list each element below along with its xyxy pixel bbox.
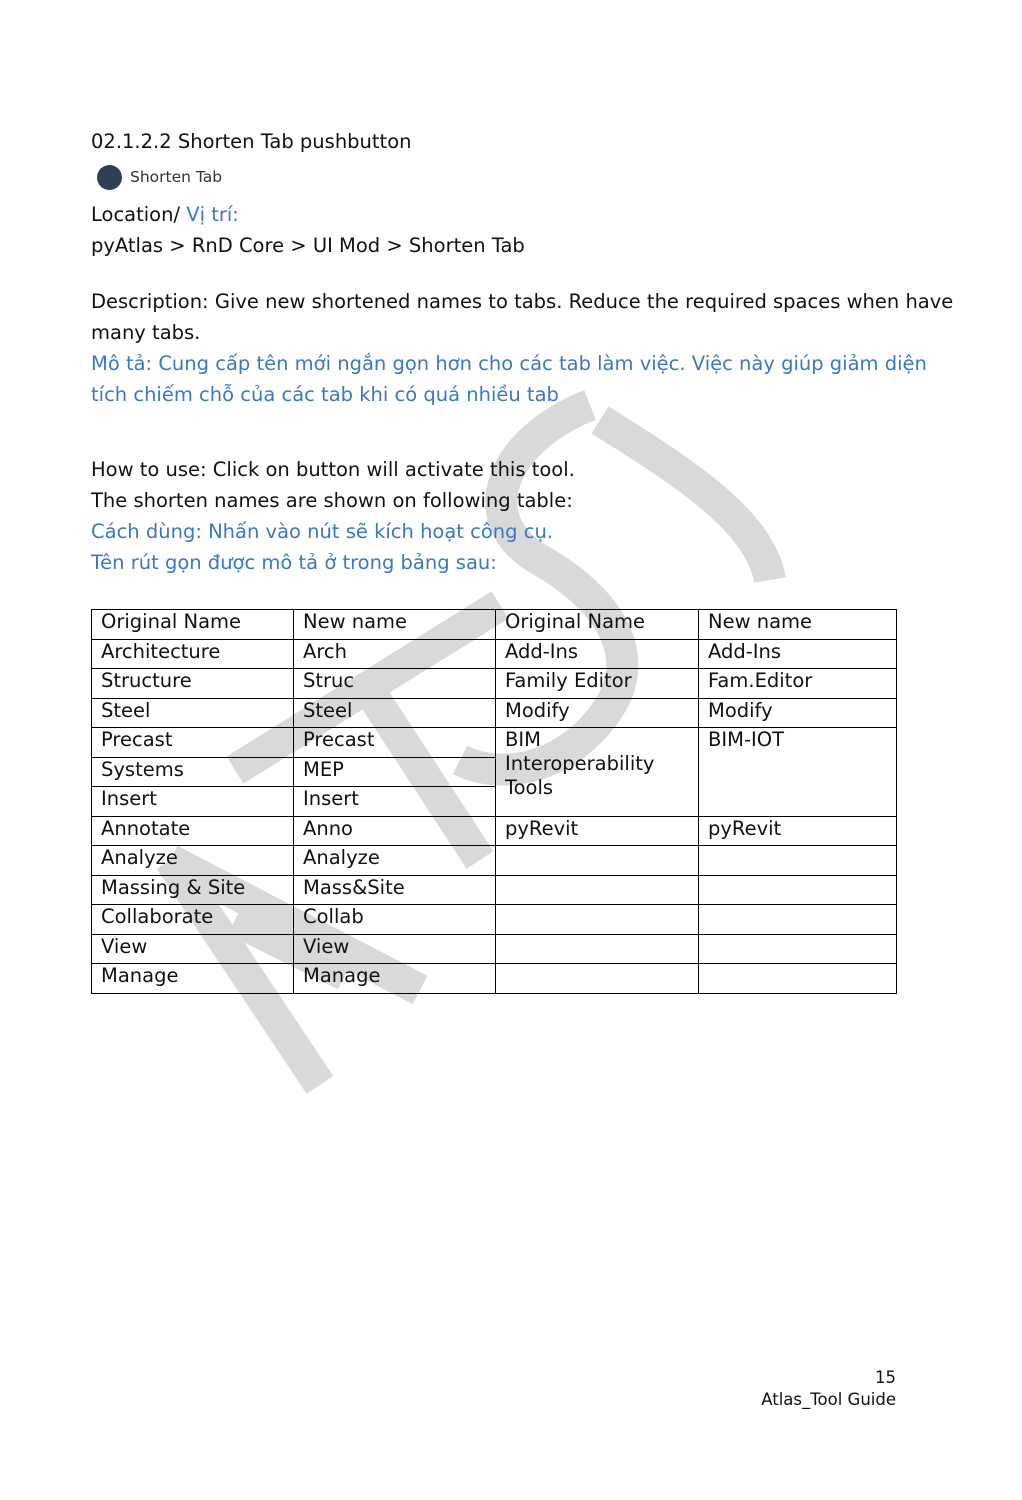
table-cell	[699, 905, 897, 935]
table-cell: Massing & Site	[92, 875, 294, 905]
table-cell: Struc	[294, 669, 496, 699]
description-vi-line2: tích chiếm chỗ của các tab khi có quá nhiều tab	[91, 383, 559, 406]
table-cell: Collaborate	[92, 905, 294, 935]
table-cell	[496, 846, 699, 876]
table-cell-merged: BIM-IOT	[699, 728, 897, 817]
description-en-line1: Description: Give new shortened names to tabs. Reduce the required spaces when have	[91, 290, 954, 313]
table-cell: Annotate	[92, 816, 294, 846]
table-cell: Arch	[294, 639, 496, 669]
table-cell	[496, 964, 699, 994]
usage-vi-line1: Cách dùng: Nhấn vào nút sẽ kích hoạt công cụ.	[91, 520, 554, 543]
location-label: Location/	[91, 203, 187, 226]
table-cell: Steel	[92, 698, 294, 728]
page-footer	[761, 1367, 896, 1411]
section-heading: 02.1.2.2 Shorten Tab pushbutton	[91, 130, 412, 153]
table-cell: View	[92, 934, 294, 964]
usage-en-line2: The shorten names are shown on following table:	[91, 489, 573, 512]
table-cell: Precast	[294, 728, 496, 758]
table-cell: Mass&Site	[294, 875, 496, 905]
table-cell: Architecture	[92, 639, 294, 669]
shorten-tab-button[interactable]	[97, 164, 222, 190]
tab-names-table	[91, 609, 897, 994]
table-cell-line: Tools	[505, 776, 554, 799]
table-row	[92, 875, 897, 905]
table-cell: Insert	[294, 787, 496, 817]
table-cell: Analyze	[92, 846, 294, 876]
table-row	[92, 964, 897, 994]
table-cell	[496, 875, 699, 905]
shorten-tab-button-label: Shorten Tab	[130, 168, 223, 186]
page-number: 15	[875, 1368, 896, 1387]
table-cell: Modify	[699, 698, 897, 728]
table-cell-line: Interoperability	[505, 752, 655, 775]
table-cell-merged	[496, 728, 699, 817]
table-cell	[496, 905, 699, 935]
table-cell: Add-Ins	[496, 639, 699, 669]
table-cell: Add-Ins	[699, 639, 897, 669]
description-en-line2: many tabs.	[91, 321, 201, 344]
table-cell: MEP	[294, 757, 496, 787]
table-row	[92, 698, 897, 728]
table-cell: Precast	[92, 728, 294, 758]
table-cell	[699, 846, 897, 876]
table-row	[92, 905, 897, 935]
table-cell: Modify	[496, 698, 699, 728]
table-cell: Collab	[294, 905, 496, 935]
table-header-cell: New name	[699, 610, 897, 640]
table-cell: Fam.Editor	[699, 669, 897, 699]
table-cell-line: BIM	[505, 728, 541, 751]
table-cell: Manage	[92, 964, 294, 994]
description-vi-line1: Mô tả: Cung cấp tên mới ngắn gọn hơn cho các tab làm việc. Việc này giúp giảm diện	[91, 352, 927, 375]
table-cell: pyRevit	[496, 816, 699, 846]
usage-vi-line2: Tên rút gọn được mô tả ở trong bảng sau:	[91, 551, 497, 574]
table-header-row	[92, 610, 897, 640]
table-cell	[699, 964, 897, 994]
table-row	[92, 934, 897, 964]
table-cell: Family Editor	[496, 669, 699, 699]
table-cell: View	[294, 934, 496, 964]
table-cell	[699, 934, 897, 964]
table-cell: Analyze	[294, 846, 496, 876]
location-path: pyAtlas > RnD Core > UI Mod > Shorten Tab	[91, 234, 525, 257]
doc-title: Atlas_Tool Guide	[761, 1390, 896, 1409]
location-label-line	[91, 203, 239, 227]
shorten-tab-icon	[97, 165, 122, 190]
table-row	[92, 728, 897, 758]
table-cell: Anno	[294, 816, 496, 846]
table-cell	[496, 934, 699, 964]
table-row	[92, 639, 897, 669]
usage-en-line1: How to use: Click on button will activate this tool.	[91, 458, 575, 481]
table-row	[92, 846, 897, 876]
table-cell: Insert	[92, 787, 294, 817]
table-row	[92, 816, 897, 846]
table-cell: pyRevit	[699, 816, 897, 846]
table-cell	[699, 875, 897, 905]
table-row	[92, 669, 897, 699]
table-cell: Structure	[92, 669, 294, 699]
location-label-vi: Vị trí:	[186, 203, 239, 226]
table-header-cell: New name	[294, 610, 496, 640]
table-cell: Manage	[294, 964, 496, 994]
table-header-cell: Original Name	[496, 610, 699, 640]
table-header-cell: Original Name	[92, 610, 294, 640]
table-cell: Steel	[294, 698, 496, 728]
table-cell: Systems	[92, 757, 294, 787]
